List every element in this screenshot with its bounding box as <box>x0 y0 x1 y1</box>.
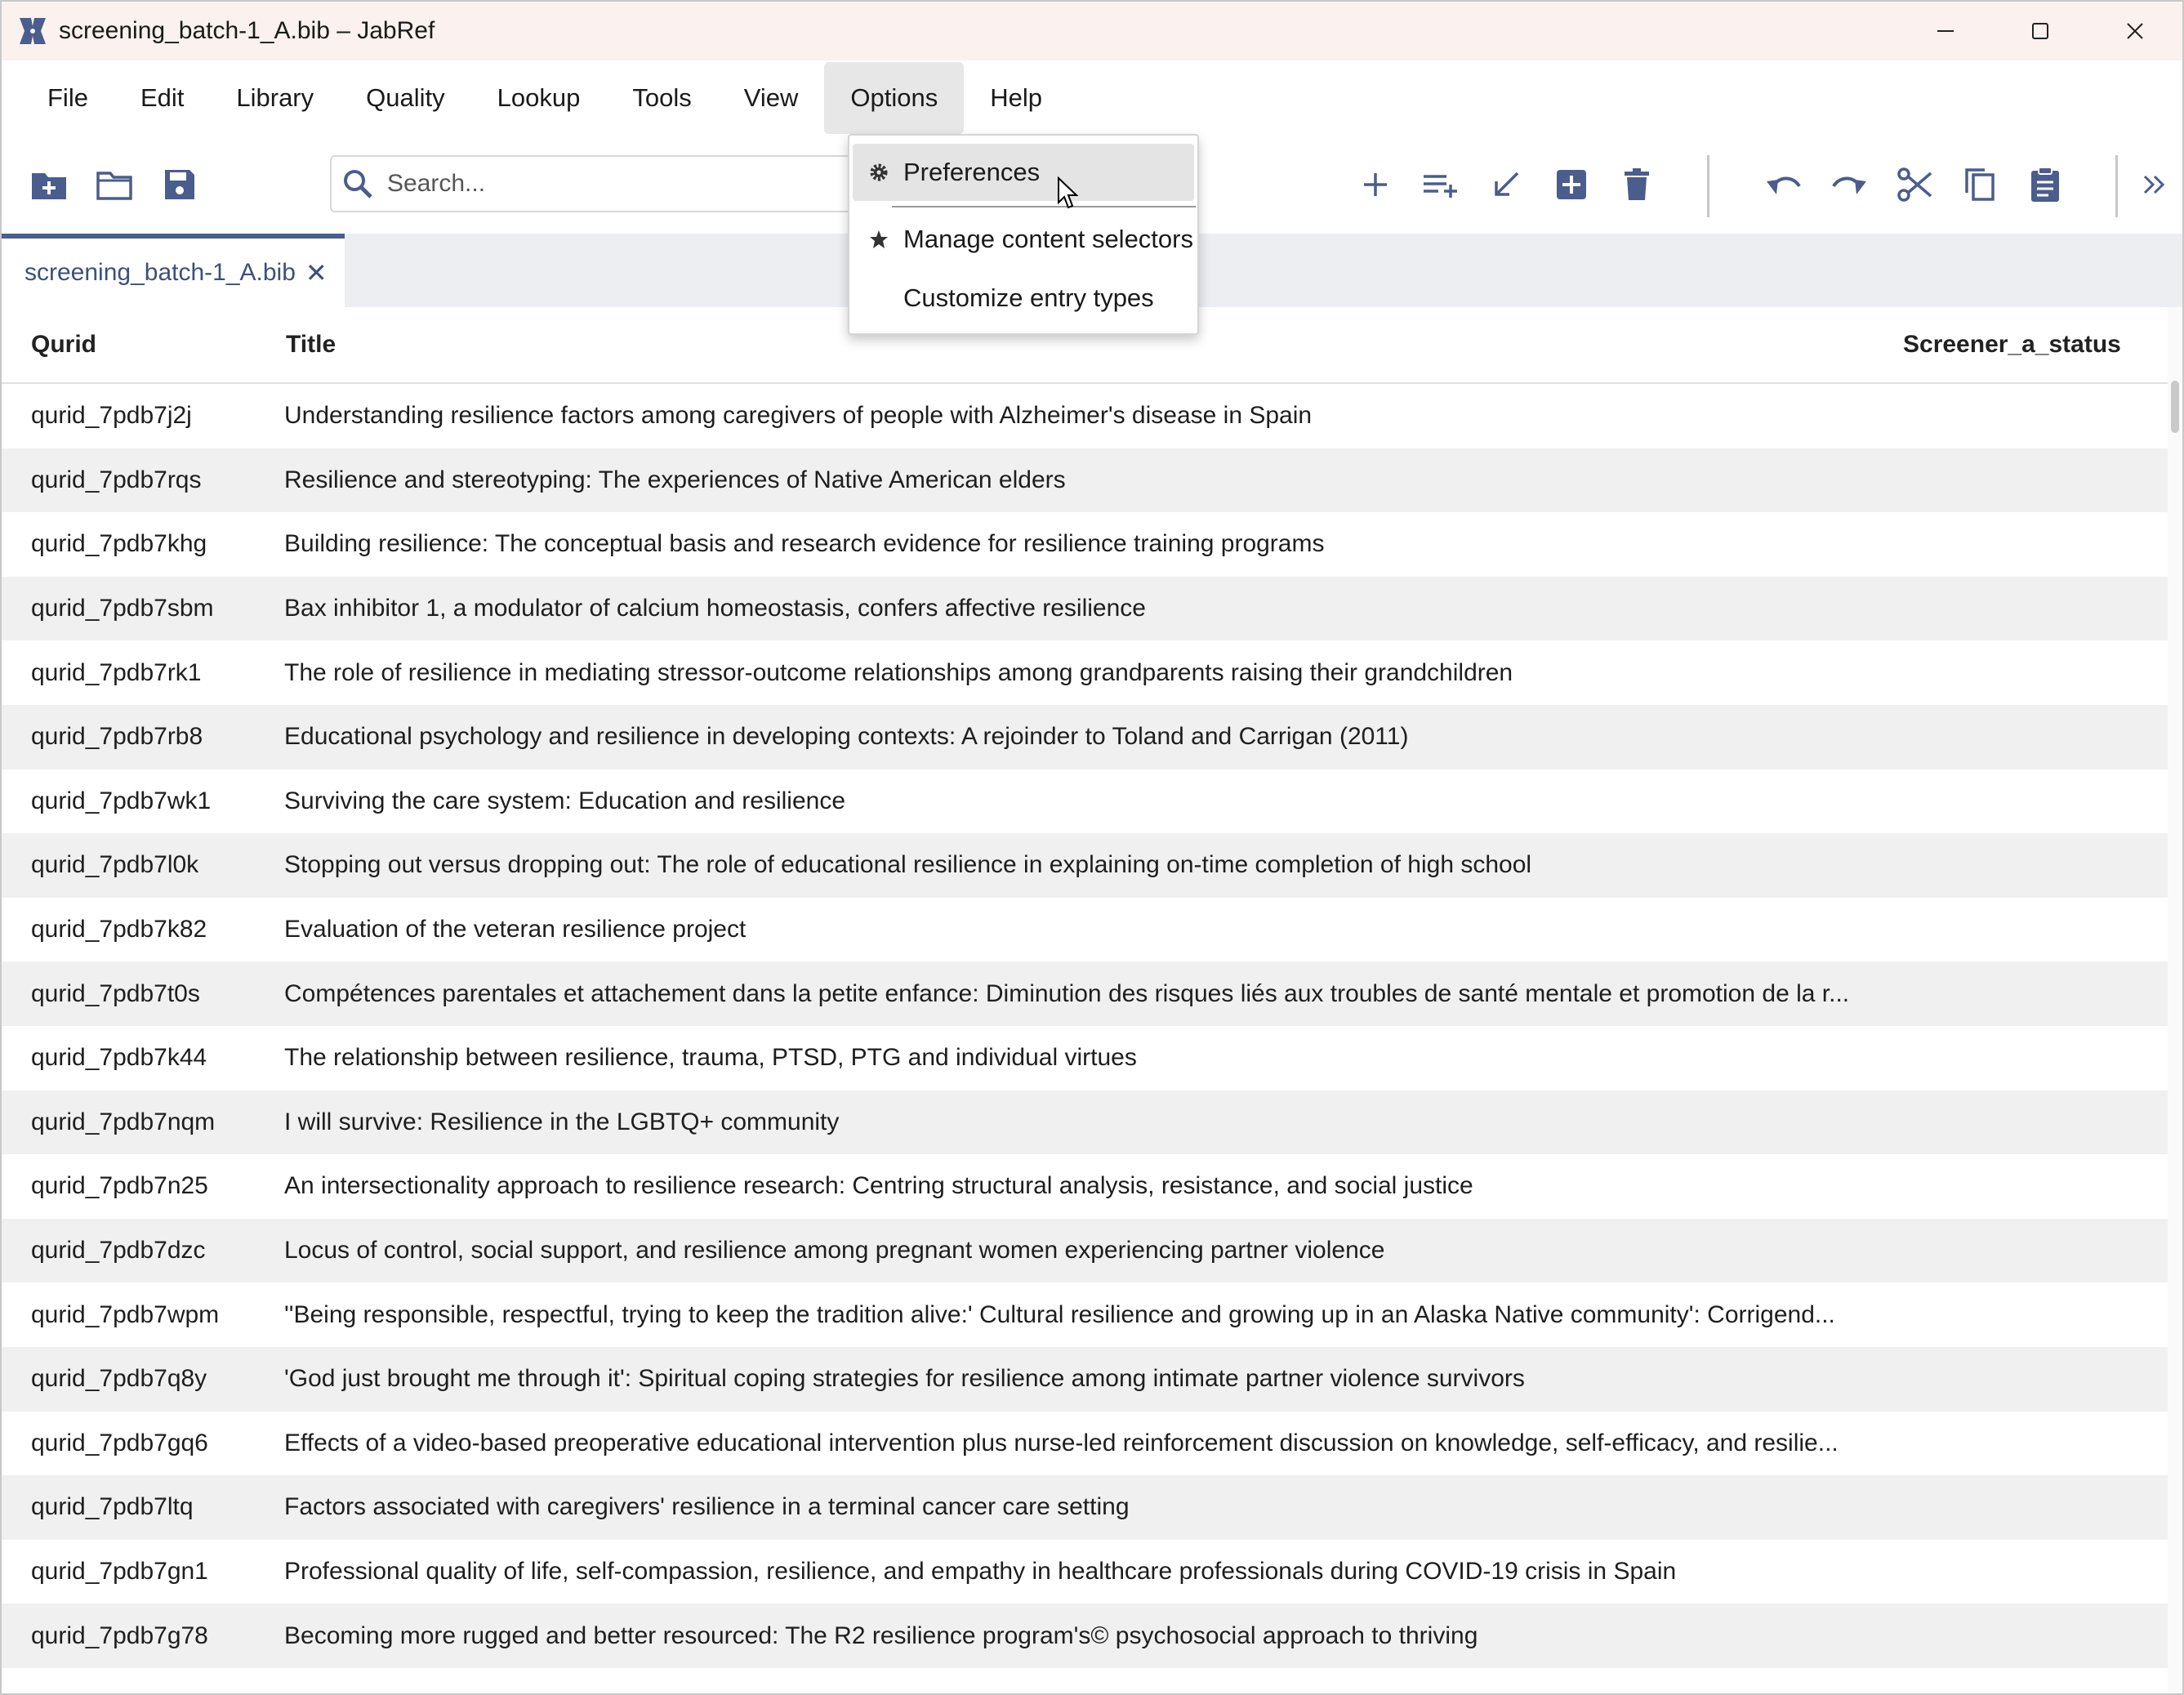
table-row[interactable] <box>2 1412 2169 1476</box>
cell-title: Building resilience: The conceptual basis and research evidence for resilience training programs <box>284 530 1325 558</box>
search-input[interactable] <box>386 169 797 198</box>
table-row[interactable] <box>2 1026 2169 1091</box>
menu-file[interactable]: File <box>47 83 88 112</box>
cell-title: Becoming more rugged and better resourced: The R2 resilience program's© psychosocial approach to thriving <box>284 1621 1478 1649</box>
cell-title: Professional quality of life, self-compassion, resilience, and empathy in healthcare professionals during COVID-19 crisis in Spain <box>284 1557 1677 1585</box>
cell-qurid: qurid_7pdb7k82 <box>31 916 207 943</box>
menu-options[interactable]: Options <box>824 62 964 134</box>
vertical-scrollbar[interactable] <box>2168 307 2182 1695</box>
cell-title: Educational psychology and resilience in developing contexts: A rejoinder to Toland and Carrigan (2011) <box>284 723 1409 751</box>
table-row[interactable] <box>2 898 2169 962</box>
toolbar-separator <box>2115 155 2118 217</box>
search-box[interactable] <box>330 155 853 212</box>
cell-title: I will survive: Resilience in the LGBTQ+ community <box>284 1108 840 1135</box>
table-row[interactable] <box>2 448 2169 513</box>
cell-title: Stopping out versus dropping out: The role of educational resilience in explaining on-time completion of high school <box>284 851 1532 879</box>
cell-qurid: qurid_7pdb7rk1 <box>31 658 202 686</box>
menu-item-label: Manage content selectors <box>903 225 1193 253</box>
cell-qurid: qurid_7pdb7k44 <box>31 1044 207 1072</box>
table-row[interactable] <box>2 1604 2169 1668</box>
cell-title: Resilience and stereotyping: The experiences of Native American elders <box>284 466 1066 493</box>
cut-icon[interactable] <box>1890 160 1939 209</box>
scrollbar-thumb[interactable] <box>2171 381 2179 433</box>
table-row[interactable] <box>2 512 2169 577</box>
tab-library[interactable] <box>2 234 345 307</box>
menu-item-preferences[interactable] <box>853 144 1194 201</box>
cell-qurid: qurid_7pdb7t0s <box>31 979 200 1007</box>
cell-title: Factors associated with caregivers' resilience in a terminal cancer care setting <box>284 1493 1130 1521</box>
cell-title: Surviving the care system: Education and resilience <box>284 787 846 814</box>
cell-qurid: qurid_7pdb7gn1 <box>31 1557 208 1585</box>
redo-icon[interactable] <box>1825 160 1874 209</box>
window-controls <box>1898 2 2182 60</box>
open-library-icon[interactable] <box>90 160 139 209</box>
table-row[interactable] <box>2 705 2169 769</box>
cell-qurid: qurid_7pdb7wpm <box>31 1300 220 1328</box>
cell-qurid: qurid_7pdb7ltq <box>31 1493 194 1521</box>
title-bar <box>2 2 2182 60</box>
table-row[interactable] <box>2 961 2169 1026</box>
table-row[interactable] <box>2 1154 2169 1219</box>
cell-qurid: qurid_7pdb7q8y <box>31 1365 207 1393</box>
menu-tools[interactable]: Tools <box>632 83 692 112</box>
options-menu-dropdown <box>848 134 1199 335</box>
table-row[interactable] <box>2 1091 2169 1155</box>
menu-item-customize-entry-types[interactable] <box>853 270 1194 327</box>
maximize-button[interactable] <box>1993 2 2088 60</box>
cell-title: An intersectionality approach to resilience research: Centring structural analysis, resistance, and social justice <box>284 1172 1473 1200</box>
delete-entry-icon[interactable] <box>1612 160 1661 209</box>
cell-title: The role of resilience in mediating stressor-outcome relationships among grandparents raising their grandchildren <box>284 658 1513 686</box>
menu-item-label: Preferences <box>903 158 1041 186</box>
add-entry-icon[interactable] <box>1351 160 1400 209</box>
table-row[interactable] <box>2 640 2169 705</box>
cell-title: Compétences parentales et attachement dans la petite enfance: Diminution des risques liés aux troubles de santé mentale et promotion de la r... <box>284 979 1850 1007</box>
table-row[interactable] <box>2 833 2169 898</box>
cell-qurid: qurid_7pdb7l0k <box>31 851 199 879</box>
jabref-logo-icon <box>15 13 51 49</box>
table-row[interactable] <box>2 1347 2169 1412</box>
window-title: screening_batch-1_A.bib – JabRef <box>59 17 435 44</box>
column-header-qurid[interactable]: Qurid <box>31 331 96 358</box>
more-icon[interactable] <box>2137 160 2173 209</box>
toolbar-separator <box>1707 155 1709 217</box>
minimize-icon <box>1936 21 1955 41</box>
table-body <box>2 384 2169 1668</box>
search-icon <box>341 167 374 200</box>
menu-bar <box>2 60 2182 136</box>
menu-item-manage-content-selectors[interactable] <box>853 211 1194 268</box>
cell-qurid: qurid_7pdb7gq6 <box>31 1429 208 1456</box>
menu-lookup[interactable]: Lookup <box>497 83 581 112</box>
cell-qurid: qurid_7pdb7wk1 <box>31 787 212 814</box>
cell-qurid: qurid_7pdb7rb8 <box>31 723 203 751</box>
add-new-entry-icon[interactable] <box>1547 160 1596 209</box>
menu-view[interactable]: View <box>743 83 799 112</box>
entry-table <box>2 307 2169 1668</box>
column-header-status[interactable]: Screener_a_status <box>1903 331 2121 358</box>
cell-title: Locus of control, social support, and resilience among pregnant women experiencing partner violence <box>284 1237 1385 1265</box>
close-window-button[interactable] <box>2088 2 2182 60</box>
cell-qurid: qurid_7pdb7nqm <box>31 1108 216 1135</box>
table-row[interactable] <box>2 1475 2169 1540</box>
gear-icon <box>864 162 894 183</box>
table-row[interactable] <box>2 1540 2169 1604</box>
cell-qurid: qurid_7pdb7sbm <box>31 595 214 622</box>
undo-icon[interactable] <box>1759 160 1808 209</box>
cell-title: Effects of a video-based preoperative educational intervention plus nurse-led reinforcement discussion on knowledge, self-efficacy, and resilie... <box>284 1429 1839 1456</box>
close-icon <box>2125 21 2145 41</box>
cell-title: ''Being responsible, respectful, trying to keep the tradition alive:' Cultural resilience and growing up in an Alaska Native community': Corrigend... <box>284 1300 1835 1328</box>
table-row[interactable] <box>2 1282 2169 1347</box>
import-entry-icon[interactable] <box>1482 160 1531 209</box>
table-row[interactable] <box>2 384 2169 448</box>
table-row[interactable] <box>2 577 2169 641</box>
paste-icon[interactable] <box>2021 160 2070 209</box>
table-row[interactable] <box>2 1219 2169 1283</box>
tab-close-icon[interactable]: ✕ <box>305 258 328 288</box>
cell-qurid: qurid_7pdb7rqs <box>31 466 202 493</box>
cell-qurid: qurid_7pdb7khg <box>31 530 207 558</box>
menu-quality[interactable]: Quality <box>366 83 445 112</box>
cell-qurid: qurid_7pdb7j2j <box>31 402 192 430</box>
cell-title: Evaluation of the veteran resilience project <box>284 916 747 943</box>
cell-qurid: qurid_7pdb7n25 <box>31 1172 208 1200</box>
column-header-title[interactable]: Title <box>286 331 337 358</box>
cell-title: 'God just brought me through it': Spiritual coping strategies for resilience among intimate partner violence survivors <box>284 1365 1525 1393</box>
menu-separator <box>892 206 1196 207</box>
mouse-cursor-icon <box>1057 176 1080 215</box>
menu-item-label: Customize entry types <box>903 283 1154 312</box>
maximize-icon <box>2030 21 2050 41</box>
cell-qurid: qurid_7pdb7g78 <box>31 1621 208 1649</box>
cell-title: Understanding resilience factors among caregivers of people with Alzheimer's disease in Spain <box>284 402 1313 430</box>
cell-title: The relationship between resilience, trauma, PTSD, PTG and individual virtues <box>284 1044 1137 1072</box>
menu-library[interactable]: Library <box>236 83 314 112</box>
cell-qurid: qurid_7pdb7dzc <box>31 1237 206 1265</box>
menu-edit[interactable]: Edit <box>140 83 185 112</box>
table-row[interactable] <box>2 769 2169 834</box>
cell-title: Bax inhibitor 1, a modulator of calcium homeostasis, confers affective resilience <box>284 595 1146 622</box>
add-entry-from-id-icon[interactable] <box>1416 160 1465 209</box>
menu-help[interactable]: Help <box>990 83 1042 112</box>
tab-label: screening_batch-1_A.bib <box>25 259 296 286</box>
star-icon <box>864 229 894 250</box>
new-library-icon[interactable] <box>25 160 74 209</box>
minimize-button[interactable] <box>1898 2 1993 60</box>
save-icon[interactable] <box>155 160 204 209</box>
copy-icon[interactable] <box>1955 160 2004 209</box>
